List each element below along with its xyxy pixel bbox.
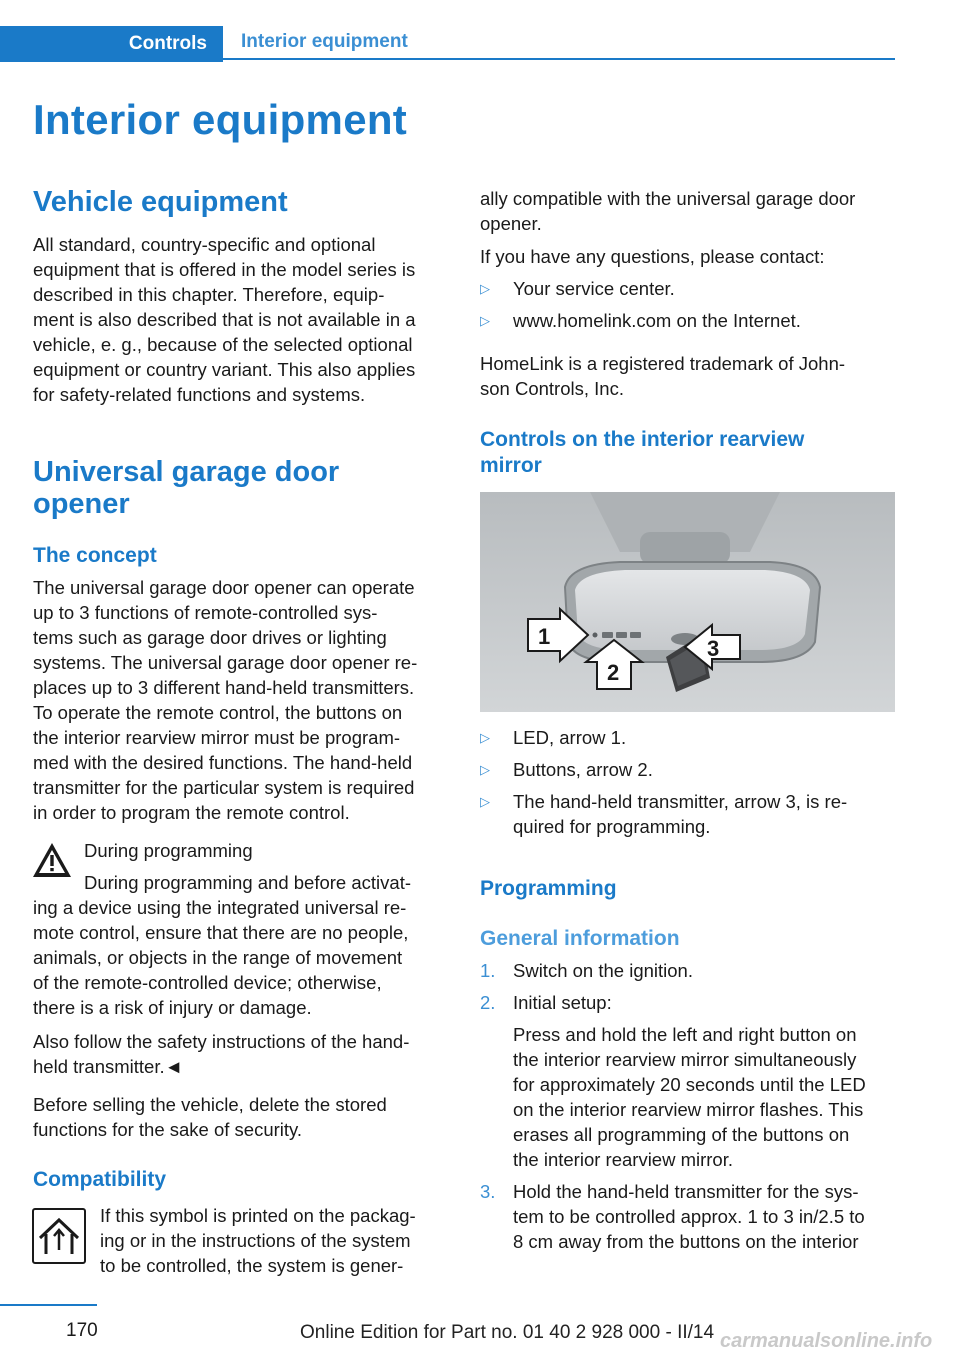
mirror-button <box>630 632 641 638</box>
warning-text: ing a device using the integrated universal re- mote control, ensure that there are no people, animals, or objects in the range of movement of the remote-controlled device; otherwise, there is a risk of injury or damage. <box>33 897 409 1018</box>
compatibility-continued: ally compatible with the universal garage door opener. <box>480 188 856 234</box>
step-2-detail: Press and hold the left and right button on the interior rearview mirror simultaneously for approximately 20 seconds until the LED on the interior rearview mirror flashes. This erases all programming of the buttons on the interior rearview mirror. <box>513 1024 866 1170</box>
mirror-led <box>593 633 598 638</box>
mirror-button <box>602 632 613 638</box>
list-item: ▷ LED, arrow 1. <box>480 727 627 748</box>
contact-list <box>480 276 900 333</box>
trademark-text: HomeLink is a registered trademark of John- son Controls, Inc. <box>480 353 846 399</box>
warning-first-line: During programming and before activat- <box>84 872 411 893</box>
watermark: carmanualsonline.info <box>720 1330 933 1352</box>
rearview-mirror-photo <box>480 492 895 712</box>
compatibility-text: If this symbol is printed on the packag- ing or in the instructions of the system to be controlled, the system is gener- <box>100 1205 416 1276</box>
garage-door-symbol-icon <box>32 1208 86 1264</box>
concept-text: The universal garage door opener can operate up to 3 functions of remote-controlled sys- tems such as garage door drives or lighting systems. The universal garage door opener re- places up to 3 different hand-held transmitters. To operate the remote control, the buttons on the interior rearview mirror must be program- med with the desired functions. The hand-held transmitter for the particular system is required in order to program the remote control. <box>33 577 418 823</box>
concept-heading: The concept <box>33 544 157 567</box>
questions-text: If you have any questions, please contact: <box>480 246 825 267</box>
triangle-bullet-icon: ▷ <box>480 730 490 745</box>
vehicle-equipment-heading: Vehicle equipment <box>33 186 288 218</box>
warning-triangle-icon <box>31 840 73 880</box>
header-tabs <box>0 26 895 62</box>
list-item: ▷ www.homelink.com on the Internet. <box>480 310 801 331</box>
step-3-detail: tem to be controlled approx. 1 to 3 in/2.5 to 8 cm away from the buttons on the interior <box>513 1206 865 1252</box>
step-2: 2. Initial setup: <box>480 992 612 1013</box>
garage-opener-heading: Universal garage door opener <box>33 456 340 520</box>
callout-1-label: 1 <box>538 624 551 649</box>
general-information-heading: General information <box>480 927 680 950</box>
step-3: 3. Hold the hand-held transmitter for the sys- <box>480 1181 859 1202</box>
triangle-bullet-icon: ▷ <box>480 313 490 328</box>
vehicle-equipment-text: All standard, country-specific and optional equipment that is offered in the model series is described in this chapter. Therefore, equip- ment is also described that is not available in a vehicle, e. g., because of the selected optional equipment or country variant. This also applies for safety-related functions and systems. <box>33 234 416 405</box>
page-title: Interior equipment <box>33 96 408 143</box>
mirror-legend-list <box>480 725 900 839</box>
tab-interior-equipment[interactable]: Interior equipment <box>223 26 895 60</box>
page-number: 170 <box>66 1320 98 1341</box>
triangle-bullet-icon: ▷ <box>480 762 490 777</box>
mirror-controls-heading: Controls on the interior rearview mirror <box>480 428 805 477</box>
list-item-continued: quired for programming. <box>513 816 711 837</box>
triangle-bullet-icon: ▷ <box>480 794 490 809</box>
tab-controls[interactable]: Controls <box>0 26 223 62</box>
callout-3-label: 3 <box>707 636 720 661</box>
triangle-bullet-icon: ▷ <box>480 281 490 296</box>
edition-text: Online Edition for Part no. 01 40 2 928 000 - II/14 <box>300 1322 715 1343</box>
list-item: ▷ Your service center. <box>480 278 675 299</box>
step-1: 1. Switch on the ignition. <box>480 960 693 981</box>
before-selling-text: Before selling the vehicle, delete the stored functions for the sake of security. <box>33 1094 387 1140</box>
compatibility-heading: Compatibility <box>33 1168 167 1191</box>
list-item: ▷ Buttons, arrow 2. <box>480 759 653 780</box>
warning-title: During programming <box>84 840 253 861</box>
programming-heading: Programming <box>480 877 617 900</box>
list-item: ▷ The hand-held transmitter, arrow 3, is re- <box>480 791 848 812</box>
programming-steps <box>480 958 900 1254</box>
also-follow-text: Also follow the safety instructions of the hand- held transmitter.◄ <box>33 1031 410 1077</box>
mirror-button <box>616 632 627 638</box>
footer-rule <box>0 1304 97 1306</box>
callout-2-label: 2 <box>607 660 620 685</box>
